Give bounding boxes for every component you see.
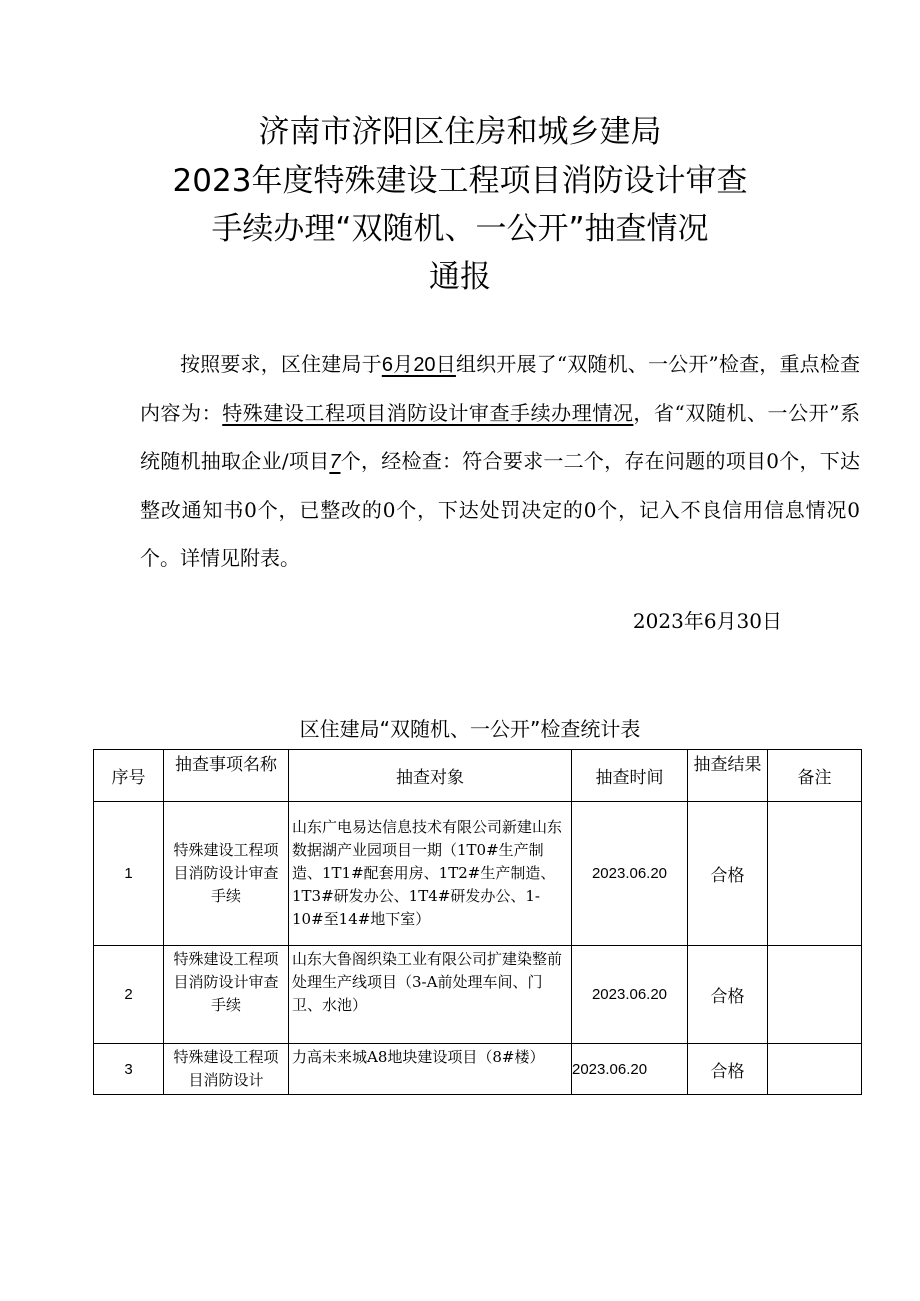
row-result: 合格 xyxy=(688,802,768,946)
row-time: 2023.06.20 xyxy=(572,802,688,946)
row-note xyxy=(768,1044,862,1095)
row-note xyxy=(768,946,862,1044)
row-item: 特殊建设工程项目消防设计 xyxy=(164,1044,289,1095)
table-row xyxy=(94,1044,862,1095)
header-note: 备注 xyxy=(768,750,862,802)
row-seq: 2 xyxy=(94,946,164,1044)
row-seq: 1 xyxy=(94,802,164,946)
row-object: 力高未来城A8地块建设项目（8#楼） xyxy=(289,1044,572,1095)
title-line-1: 济南市济阳区住房和城乡建局 xyxy=(258,114,662,150)
row-item: 特殊建设工程项目消防设计审查手续 xyxy=(164,946,289,1044)
body-text-2: 组织开展了“双随机、一公开”检查，重点检查内容为： xyxy=(140,352,861,425)
header-time: 抽查时间 xyxy=(572,750,688,802)
title-line-2: 2023年度特殊建设工程项目消防设计审查 xyxy=(172,163,748,199)
row-object: 山东广电易达信息技术有限公司新建山东数据湖产业园项目一期（1T0#生产制造、1T1#配套用房、1T2#生产制造、1T3#研发办公、1T4#研发办公、1-10#至14#地下室） xyxy=(289,802,572,946)
table-header-row xyxy=(94,750,862,802)
header-object: 抽查对象 xyxy=(289,750,572,802)
report-date: 2023年6月30日 xyxy=(632,609,782,633)
inspection-content: 特殊建设工程项目消防设计审查手续办理情况 xyxy=(222,401,634,425)
title-line-4: 通报 xyxy=(429,259,491,295)
table-row xyxy=(94,802,862,946)
header-seq: 序号 xyxy=(94,750,164,802)
drawn-count: 7 xyxy=(329,451,341,473)
body-paragraph xyxy=(140,340,860,582)
body-text-3: ，省“双随机、一公开”系统随机抽取企业/项目 xyxy=(140,401,860,473)
body-text-4: 个，经检查：符合要求一二个，存在问题的项目0个，下达整改通知书0个，已整改的0个，下达处罚决定的0个，记入不良信用信息情况0个。详情见附表。 xyxy=(140,449,860,570)
row-result: 合格 xyxy=(688,946,768,1044)
row-seq: 3 xyxy=(94,1044,164,1095)
row-item: 特殊建设工程项目消防设计审查手续 xyxy=(164,802,289,946)
row-time: 2023.06.20 xyxy=(572,946,688,1044)
row-result: 合格 xyxy=(688,1044,768,1095)
row-object: 山东大鲁阁织染工业有限公司扩建染整前处理生产线项目（3-A前处理车间、门卫、水池） xyxy=(289,946,572,1044)
header-result: 抽查结果 xyxy=(688,750,768,802)
row-note xyxy=(768,802,862,946)
inspection-table xyxy=(93,749,862,1095)
body-text-1: 按照要求，区住建局于 xyxy=(180,352,382,376)
title-line-3: 手续办理“双随机、一公开”抽查情况 xyxy=(211,211,709,247)
table-row xyxy=(94,946,862,1044)
table-title: 区住建局“双随机、一公开”检查统计表 xyxy=(299,717,641,741)
inspection-date: 6月20日 xyxy=(381,354,456,376)
header-item: 抽查事项名称 xyxy=(164,750,289,802)
row-time: 2023.06.20 xyxy=(572,1044,688,1095)
